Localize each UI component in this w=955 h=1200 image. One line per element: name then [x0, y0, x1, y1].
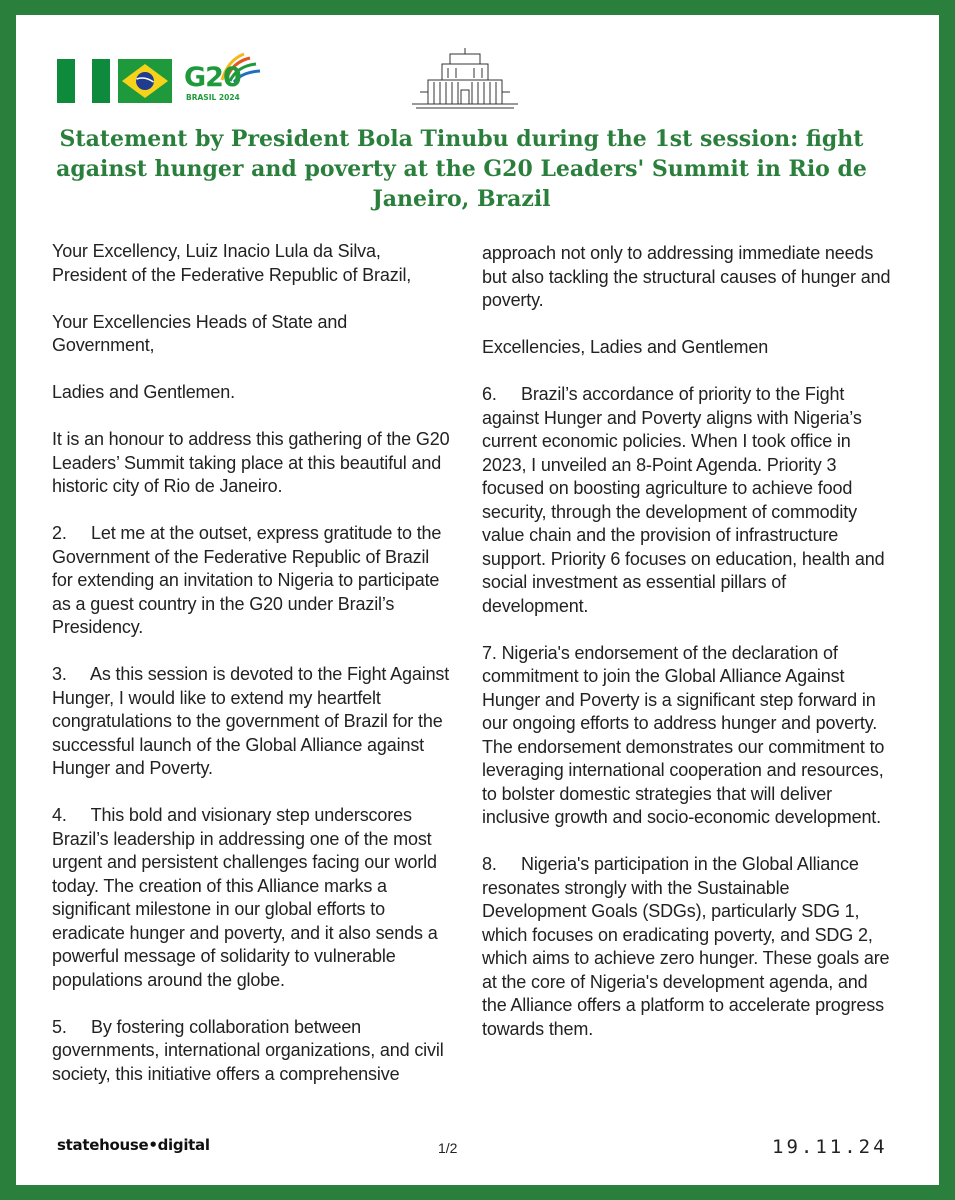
- statement-title: Statement by President Bola Tinubu during the 1st session: fight against hunger and poverty at the G20 Leaders' Summit in Rio de Janeiro, Brazil: [56, 126, 867, 212]
- paragraph-8: 8. Nigeria's participation in the Global Alliance resonates strongly with the Sustainable Development Goals (SDGs), particularly SDG 1, which focuses on eradicating poverty, and SDG 2, which aims to achieve zero hunger. These goals are at the core of Nigeria's development agenda, and the Alliance offers a platform to accelerate progress towards them.: [482, 854, 895, 1039]
- g20-logo-subtext: BRASIL 2024: [186, 93, 240, 102]
- paragraph-intro: It is an honour to address this gathering of the G20 Leaders’ Summit taking place at this beautiful and historic city of Rio de Janeiro.: [52, 429, 450, 496]
- paragraph-3: 3. As this session is devoted to the Fight Against Hunger, I would like to extend my heartfelt congratulations to the government of Brazil for the successful launch of the Global Alliance against Hunger and Poverty.: [52, 664, 454, 778]
- paragraph-7: 7. Nigeria's endorsement of the declaration of commitment to join the Global Alliance Against Hunger and Poverty is a significant step forward in our ongoing efforts to address hunger and poverty. The endorsement demonstrates our commitment to leveraging international cooperation and resources, to bolster domestic strategies that will deliver inclusive growth and socio-economic development.: [482, 642, 885, 827]
- salutation-president: Your Excellency, Luiz Inacio Lula da Silva, President of the Federative Republic of Brazil,: [52, 241, 412, 285]
- paragraph-6: 6. Brazil’s accordance of priority to the Fight against Hunger and Poverty aligns with Nigeria’s current economic policies. When I took office in 2023, I unveiled an 8-Point Agenda. Priority 3 focused on boosting agriculture to achieve food security, through the development of commodity value chain and the provision of infrastructure support. Priority 6 focuses on education, health and social investment as essential pillars of development.: [482, 384, 890, 616]
- brazil-flag-icon: [118, 59, 172, 103]
- paragraph-2: 2. Let me at the outset, express gratitude to the Government of the Federative Republic of Brazil for extending an invitation to Nigeria to participate as a guest country in the G20 under Brazil’s Presidency.: [52, 523, 447, 637]
- footer-date: 19.11.24: [772, 1136, 888, 1158]
- salutation-excellencies: Excellencies, Ladies and Gentlemen: [482, 337, 769, 357]
- nigeria-flag-icon: [57, 59, 110, 103]
- state-house-building-icon: [410, 46, 520, 114]
- page-number: 1/2: [438, 1140, 458, 1156]
- right-column: [482, 242, 895, 1065]
- paragraph-4: 4. This bold and visionary step underscores Brazil’s leadership in addressing one of the most urgent and persistent challenges facing our world today. The creation of this Alliance marks a significant milestone in our global efforts to eradicate hunger and poverty, and it also sends a powerful message of solidarity to vulnerable populations around the globe.: [52, 805, 443, 990]
- paragraph-5: 5. By fostering collaboration between governments, international organizations, and civil society, this initiative offers a comprehensive: [52, 1016, 449, 1084]
- g20-logo-text: G20: [184, 62, 241, 93]
- g20-brasil-2024-logo: [182, 50, 262, 110]
- footer-brand: statehouse•digital: [57, 1136, 210, 1154]
- left-column: [52, 240, 452, 1110]
- salutation-ladies-gentlemen: Ladies and Gentlemen.: [52, 382, 235, 402]
- salutation-heads-of-state: Your Excellencies Heads of State and Government,: [52, 311, 348, 355]
- paragraph-5-continued: approach not only to addressing immediate needs but also tackling the structural causes of hunger and poverty.: [482, 243, 891, 310]
